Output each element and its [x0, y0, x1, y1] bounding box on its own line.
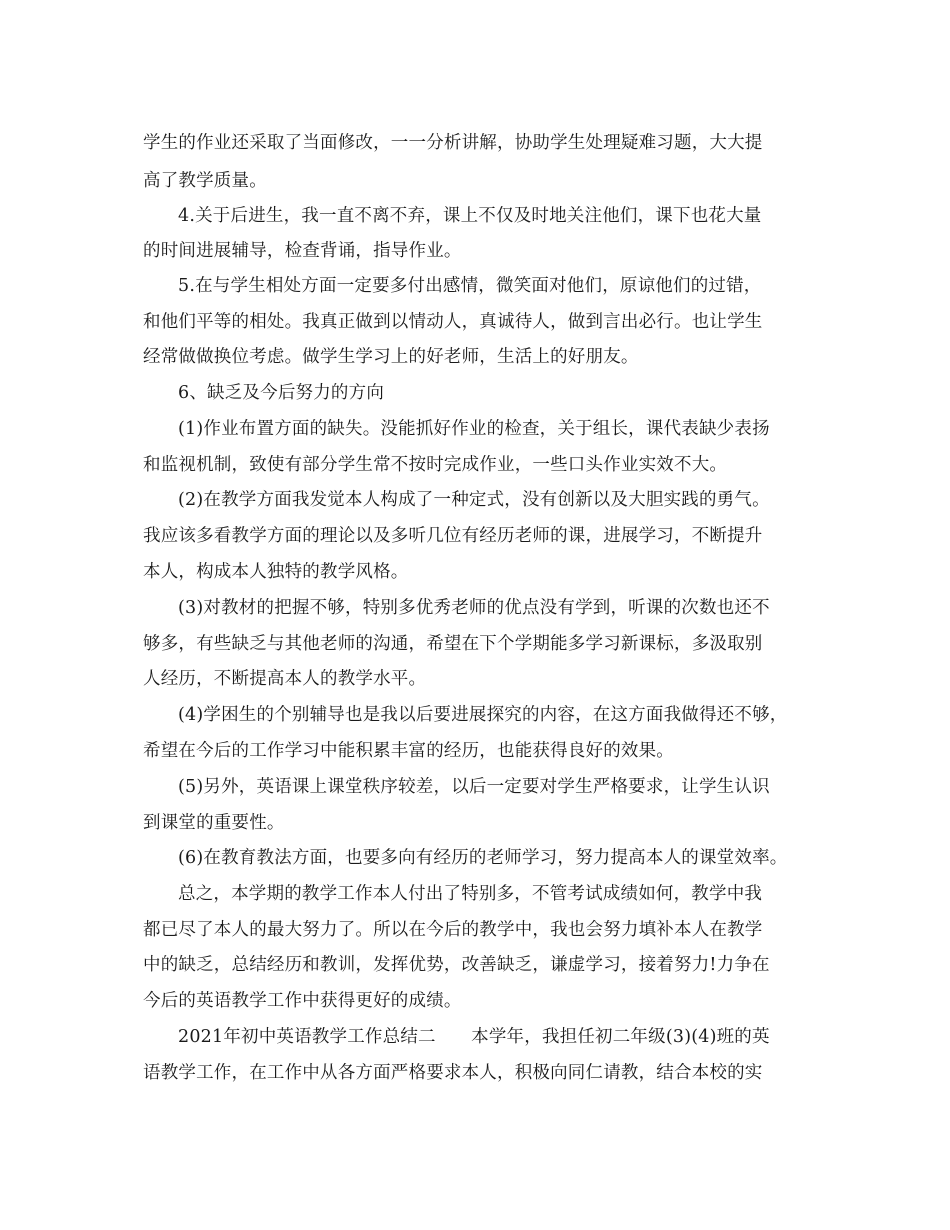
text-line: (3)对教材的把握不够，特别多优秀老师的优点没有学到，听课的次数也还不 — [178, 598, 770, 618]
text-line: 高了教学质量。 — [143, 171, 267, 191]
text-line: 学生的作业还采取了当面修改，一一分析讲解，协助学生处理疑难习题，大大提 — [143, 133, 763, 153]
text-line: 今后的英语教学工作中获得更好的成绩。 — [143, 991, 462, 1011]
text-line: (4)学困生的个别辅导也是我以后要进展探究的内容，在这方面我做得还不够， — [178, 705, 788, 725]
text-line: 和他们平等的相处。我真正做到以情动人，真诚待人，做到言出必行。也让学生 — [143, 312, 763, 332]
text-line: 4.关于后进生，我一直不离不弃，课上不仅及时地关注他们，课下也花大量 — [178, 206, 762, 226]
text-line: 2021年初中英语教学工作总结二 本学年，我担任初二年级(3)(4)班的英 — [178, 1027, 770, 1047]
text-line: 和监视机制，致使有部分学生常不按时完成作业，一些口头作业实效不大。 — [143, 455, 728, 475]
text-line: 本人，构成本人独特的教学风格。 — [143, 562, 409, 582]
section-heading: 6、缺乏及今后努力的方向 — [178, 383, 385, 403]
text-line: (6)在教育教法方面，也要多向有经历的老师学习，努力提高本人的课堂效率。 — [178, 848, 788, 868]
text-line: 的时间进展辅导，检查背诵，指导作业。 — [143, 241, 462, 261]
text-line: (5)另外，英语课上课堂秩序较差，以后一定要对学生严格要求，让学生认识 — [178, 777, 770, 797]
text-line: 语教学工作，在工作中从各方面严格要求本人，积极向同仁请教，结合本校的实 — [143, 1063, 763, 1083]
text-line: (2)在教学方面我发觉本人构成了一种定式，没有创新以及大胆实践的勇气。 — [178, 490, 770, 510]
text-line: 中的缺乏，总结经历和教训，发挥优势，改善缺乏，谦虚学习，接着努力!力争在 — [143, 955, 770, 975]
text-line: 人经历，不断提高本人的教学水平。 — [143, 669, 427, 689]
text-line: 到课堂的重要性。 — [143, 813, 285, 833]
text-line: 都已尽了本人的最大努力了。所以在今后的教学中，我也会努力填补本人在教学 — [143, 920, 763, 940]
text-line: (1)作业布置方面的缺失。没能抓好作业的检查，关于组长，课代表缺少表扬 — [178, 419, 770, 439]
text-line: 够多，有些缺乏与其他老师的沟通，希望在下个学期能多学习新课标，多汲取别 — [143, 634, 763, 654]
text-line: 总之，本学期的教学工作本人付出了特别多，不管考试成绩如何，教学中我 — [178, 884, 763, 904]
text-line: 5.在与学生相处方面一定要多付出感情，微笑面对他们，原谅他们的过错， — [178, 276, 762, 296]
text-line: 我应该多看教学方面的理论以及多听几位有经历老师的课，进展学习，不断提升 — [143, 526, 763, 546]
text-line: 希望在今后的工作学习中能积累丰富的经历，也能获得良好的效果。 — [143, 741, 674, 761]
text-line: 经常做做换位考虑。做学生学习上的好老师，生活上的好朋友。 — [143, 347, 639, 367]
